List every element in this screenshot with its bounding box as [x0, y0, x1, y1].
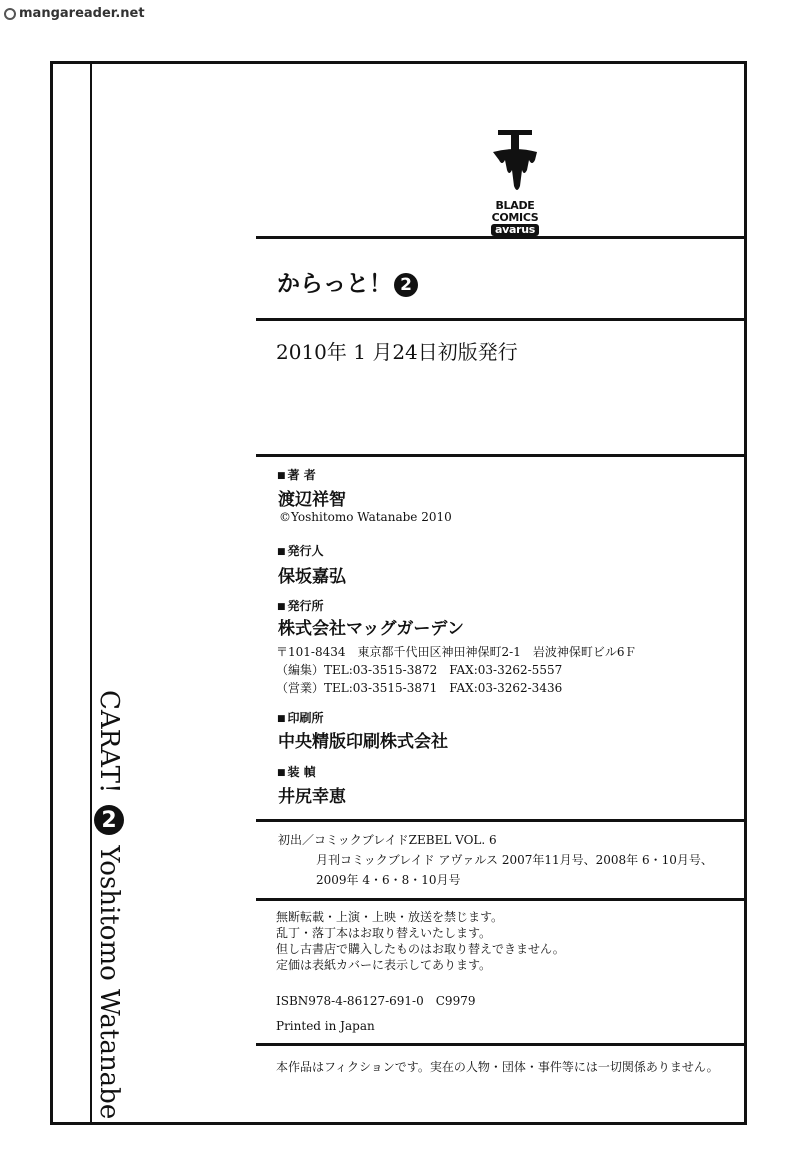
publisher-name: 株式会社マッグガーデン — [278, 619, 464, 639]
divider-6 — [256, 1043, 747, 1046]
watermark — [4, 6, 145, 21]
publisher-logo — [476, 128, 554, 236]
printer-label: ■ 印刷所 — [277, 709, 324, 726]
watermark-icon — [4, 8, 16, 20]
publisher-person-name: 保坂嘉弘 — [278, 567, 346, 587]
notice-line: 無断転載・上演・上映・放送を禁じます。 — [276, 910, 504, 924]
volume-badge: 2 — [394, 273, 418, 297]
notice-line: 乱丁・落丁本はお取り替えいたします。 — [276, 926, 492, 940]
spine-volume-badge: 2 — [94, 805, 124, 835]
printer-name: 中央精版印刷株式会社 — [278, 732, 448, 752]
divider-5 — [256, 898, 747, 901]
spine-author: Yoshitomo Watanabe — [94, 845, 124, 1120]
blade-logo-icon — [490, 128, 540, 196]
publisher-label: ■ 発行所 — [277, 597, 324, 614]
isbn: ISBN978-4-86127-691-0 C9979 — [276, 994, 476, 1008]
notice-line: 定価は表紙カバーに表示してあります。 — [276, 958, 492, 972]
divider-3 — [256, 454, 747, 457]
fiction-notice: 本作品はフィクションです。実在の人物・団体・事件等には一切関係ありません。 — [276, 1060, 719, 1074]
watermark-text: mangareader.net — [19, 6, 145, 21]
publication-date: 2010年 1 月24日初版発行 — [276, 340, 518, 364]
first-appearance-line-3: 2009年 4・6・8・10月号 — [316, 873, 461, 887]
publisher-person-label: ■ 発行人 — [277, 542, 324, 559]
divider-4 — [256, 819, 747, 822]
first-appearance-line-1: 初出／コミックブレイドZEBEL VOL. 6 — [278, 833, 497, 847]
spine — [64, 690, 134, 1120]
logo-line-1: BLADE — [495, 199, 535, 212]
author-name: 渡辺祥智 — [278, 490, 346, 510]
notice-line: 但し古書店で購入したものはお取り替えできません。 — [276, 942, 565, 956]
author-copyright: ©Yoshitomo Watanabe 2010 — [279, 510, 452, 524]
publisher-editorial-contact: （編集）TEL:03-3515-3872 FAX:03-3262-5557 — [276, 663, 563, 677]
logo-line-2: COMICS — [491, 211, 539, 224]
printed-in: Printed in Japan — [276, 1019, 375, 1033]
design-name: 井尻幸恵 — [278, 787, 346, 807]
divider-1 — [256, 236, 747, 239]
first-appearance-line-2: 月刊コミックブレイド アヴァルス 2007年11月号、2008年 6・10月号、 — [316, 853, 713, 867]
design-label: ■ 装 幀 — [277, 763, 316, 780]
book-title — [277, 265, 418, 298]
author-label: ■ 著 者 — [277, 466, 316, 483]
publisher-address: 〒101-8434 東京都千代田区神田神保町2-1 岩波神保町ビル6Ｆ — [276, 645, 637, 659]
logo-line-3: avarus — [491, 224, 539, 236]
publisher-sales-contact: （営業）TEL:03-3515-3871 FAX:03-3262-3436 — [276, 681, 563, 695]
book-title-text: からっと！ — [277, 271, 392, 297]
divider-2 — [256, 318, 747, 321]
notices — [276, 909, 736, 973]
spine-title: CARAT! — [94, 690, 124, 794]
